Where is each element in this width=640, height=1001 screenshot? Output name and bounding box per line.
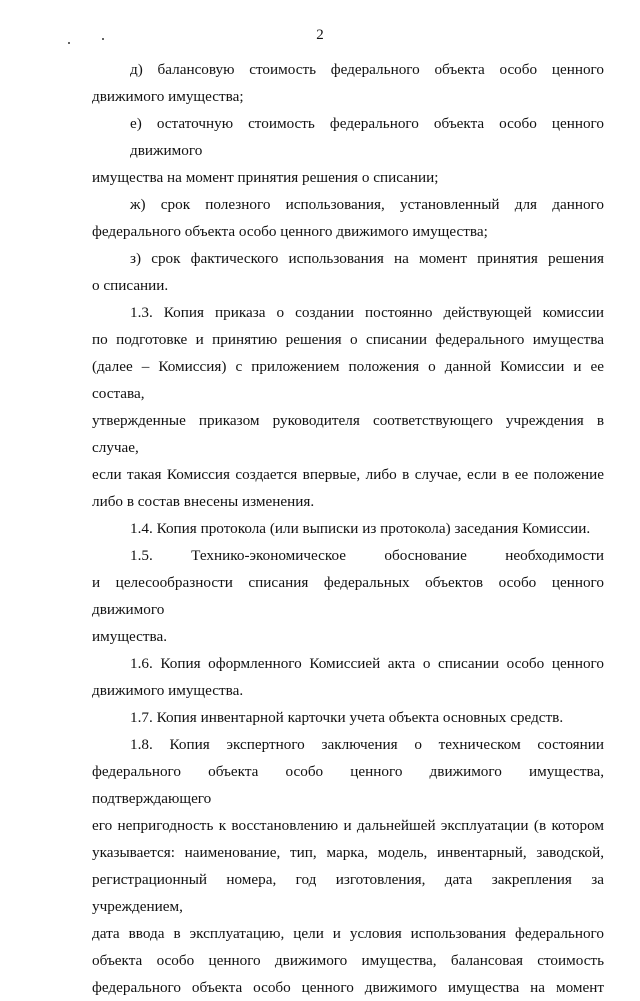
paragraph [92,704,604,731]
text-line: 1.4. Копия протокола (или выписки из протокола) заседания Комиссии. [130,520,591,537]
text-line: 1.5. Технико-экономическое обоснование необходимости [130,547,604,564]
text-line: если такая Комиссия создается впервые, либо в случае, если в ее положение [92,466,604,483]
paragraph [92,299,604,515]
text-line: ж) срок полезного использования, установленный для данного [130,196,604,213]
text-line: либо в состав внесены изменения. [92,493,315,510]
text-line: регистрационный номера, год изготовления, дата закрепления за учреждением, [92,871,604,915]
paragraph [92,650,604,704]
paragraph [92,56,604,110]
text-line: объекта особо ценного движимого имущества, балансовая стоимость [92,952,604,969]
text-line: и целесообразности списания федеральных объектов особо ценного движимого [92,574,604,618]
text-line: е) остаточную стоимость федерального объекта особо ценного движимого [130,115,604,159]
text-line: имущества. [92,628,168,645]
text-line: имущества на момент принятия решения о списании; [92,169,439,186]
paragraph [92,731,604,1001]
text-line: дата ввода в эксплуатацию, цели и условия использования федерального [92,925,604,942]
text-line: его непригодность к восстановлению и дальнейшей эксплуатации (в котором [92,817,604,834]
text-line: утвержденные приказом руководителя соответствующего учреждения в случае, [92,412,604,456]
text-line: з) срок фактического использования на момент принятия решения [130,250,604,267]
text-line: по подготовке и принятию решения о списании федерального имущества [92,331,604,348]
text-line: 1.8. Копия экспертного заключения о техническом состоянии [130,736,604,753]
text-line: движимого имущества; [92,88,244,105]
text-line: 1.7. Копия инвентарной карточки учета объекта основных средств. [130,709,564,726]
text-line: федерального объекта особо ценного движимого имущества; [92,223,488,240]
text-line: 1.6. Копия оформленного Комиссией акта о списании особо ценного [130,655,604,672]
text-line: (далее – Комиссия) с приложением положения о данной Комиссии и ее состава, [92,358,604,402]
text-line: д) балансовую стоимость федерального объекта особо ценного [130,61,604,78]
text-line: 1.3. Копия приказа о создании постоянно действующей комиссии [130,304,604,321]
scan-speck [102,38,104,40]
text-line: федерального объекта особо ценного движимого имущества на момент [92,979,604,996]
text-line: указывается: наименование, тип, марка, модель, инвентарный, заводской, [92,844,604,861]
document-body [92,56,604,1001]
text-line: о списании. [92,277,169,294]
text-line: движимого имущества. [92,682,244,699]
paragraph [92,542,604,650]
text-line: федерального объекта особо ценного движимого имущества, подтверждающего [92,763,604,807]
scan-speck [68,42,70,44]
paragraph [92,515,604,542]
paragraph [92,110,604,191]
paragraph [92,191,604,245]
paragraph [92,245,604,299]
page-number: 2 [316,27,324,43]
